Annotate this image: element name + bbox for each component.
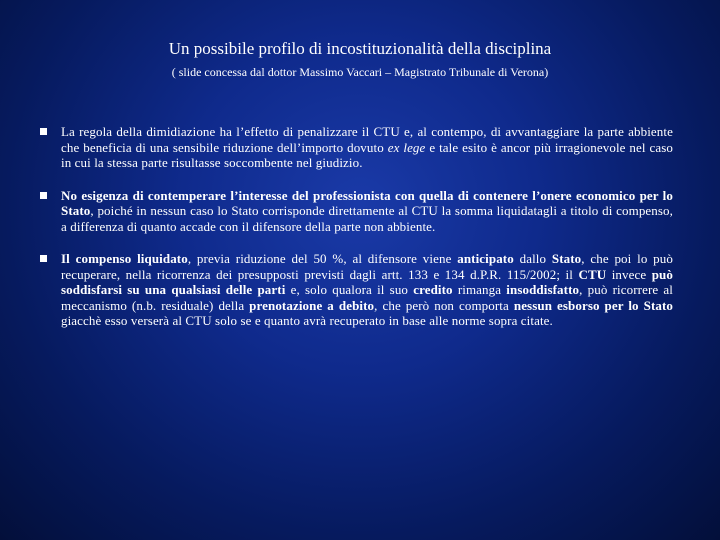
bullet-1-italic-ex-lege: ex lege	[387, 139, 426, 155]
bullet-3-text-8: invece	[606, 266, 652, 282]
bullet-1-part-3: e tale esito è ancor più irragionevole nel caso in cui la stessa parte risultasse soccombente nel giudizio.	[61, 139, 674, 170]
bullet-3-bold-3: anticipato	[457, 251, 514, 266]
slide-title: Un possibile profilo di incostituzionalità della disciplina	[168, 39, 552, 58]
bullet-item-1	[40, 124, 673, 171]
bullet-text-3	[61, 251, 673, 329]
square-bullet-icon	[40, 192, 47, 199]
bullet-text-2	[61, 188, 673, 235]
bullet-2-part-2: , poiché in nessun caso lo Stato corrisponde direttamente al CTU la somma liquidatagli a titolo di compenso, a differenza di quanto accade con il difensore della parte non abbiente.	[61, 203, 673, 234]
square-bullet-icon	[40, 128, 47, 135]
bullet-3-text-10: e, solo qualora il suo	[285, 282, 414, 297]
bullet-3-text-16: , che però non comporta	[374, 297, 514, 313]
bullet-3-bold-9: può soddisfarsi su una qualsiasi delle parti	[61, 266, 673, 297]
bullet-3-bold-11: credito	[413, 282, 453, 297]
bullet-3-bold-7: CTU	[578, 266, 607, 282]
bullet-3-bold-1: Il compenso liquidato	[61, 251, 188, 266]
bullet-2-bold-lead: No esigenza di contemperare l’interesse del professionista con quella di contenere l’onere economico per lo Stato	[61, 187, 673, 218]
square-bullet-icon	[40, 255, 47, 262]
bullet-item-2	[40, 188, 673, 235]
bullet-3-text-6: , che poi lo può recuperare, nella ricorrenza dei presupposti previsti dagli artt. 133 e 134 d.P.R. 115/2002; il	[61, 251, 673, 282]
bullet-3-text-14: , può ricorrere al meccanismo (n.b. residuale) della	[61, 282, 674, 313]
bullet-3-bold-5: Stato	[551, 251, 582, 266]
bullet-3-bold-13: insoddisfatto	[506, 282, 580, 297]
bullet-3-bold-15: prenotazione a debito	[249, 297, 375, 313]
slide-subtitle: ( slide concessa dal dottor Massimo Vaccari – Magistrato Tribunale di Verona)	[171, 65, 549, 79]
bullet-text-1	[61, 124, 673, 171]
bullet-3-text-12: rimanga	[452, 282, 507, 297]
bullet-3-text-18: giacchè esso verserà al CTU solo se e quanto avrà recuperato in base alle norme sopra citate.	[61, 313, 553, 328]
bullet-3-text-4: dallo	[513, 251, 552, 266]
bullet-3-bold-17: nessun esborso per lo Stato	[513, 297, 674, 313]
bullet-list	[40, 124, 673, 346]
bullet-1-part-1: La regola della dimidiazione ha l’effetto di penalizzare il CTU e, al contempo, di avvantaggiare la parte abbiente che beneficia di una sensibile riduzione dell’importo dovuto	[61, 124, 673, 155]
bullet-item-3	[40, 251, 673, 329]
bullet-3-text-2: , previa riduzione del 50 %, al difensore viene	[187, 251, 458, 266]
